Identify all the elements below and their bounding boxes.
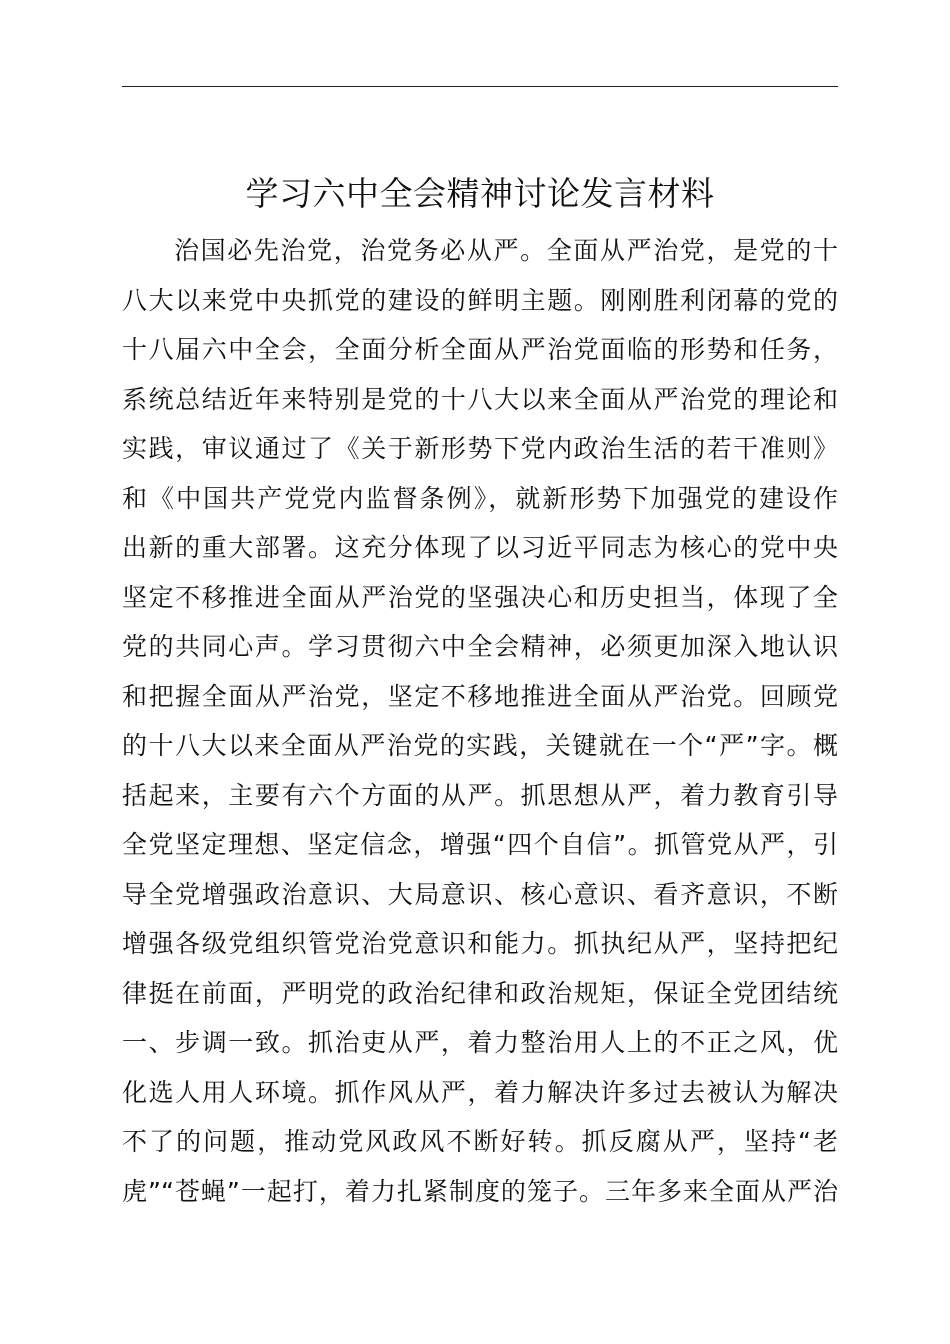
body-line: 坚定不移推进全面从严治党的坚强决心和历史担当，体现了全 <box>122 582 838 612</box>
body-line: 一、步调一致。抓治吏从严，着力整治用人上的不正之风，优 <box>122 1028 838 1057</box>
header-rule <box>122 86 838 87</box>
body-line: 十八届六中全会，全面分析全面从严治党面临的形势和任务， <box>122 335 838 364</box>
body-line: 化选人用人环境。抓作风从严，着力解决许多过去被认为解决 <box>122 1077 838 1107</box>
body-line: 实践，审议通过了《关于新形势下党内政治生活的若干准则》 <box>122 434 838 463</box>
body-line: 虎”“苍蝇”一起打，着力扎紧制度的笼子。三年多来全面从严治 <box>122 1176 838 1206</box>
body-line: 出新的重大部署。这充分体现了以习近平同志为核心的党中央 <box>122 533 838 562</box>
body-line: 系统总结近年来特别是党的十八大以来全面从严治党的理论和 <box>122 384 838 414</box>
body-line: 治国必先治党，治党务必从严。全面从严治党，是党的十 <box>174 236 838 265</box>
document-body <box>122 226 838 1216</box>
body-line: 党的共同心声。学习贯彻六中全会精神，必须更加深入地认识 <box>122 632 838 661</box>
body-line: 和《中国共产党党内监督条例》，就新形势下加强党的建设作 <box>122 483 838 513</box>
body-line: 律挺在前面，严明党的政治纪律和政治规矩，保证全党团结统 <box>122 978 838 1008</box>
body-line: 增强各级党组织管党治党意识和能力。抓执纪从严，坚持把纪 <box>122 929 838 958</box>
document-title: 学习六中全会精神讨论发言材料 <box>245 174 715 214</box>
body-line: 全党坚定理想、坚定信念，增强“四个自信”。抓管党从严，引 <box>122 830 838 859</box>
body-line: 和把握全面从严治党，坚定不移地推进全面从严治党。回顾党 <box>122 681 838 711</box>
body-line: 导全党增强政治意识、大局意识、核心意识、看齐意识，不断 <box>122 879 838 909</box>
body-line: 的十八大以来全面从严治党的实践，关键就在一个“严”字。概 <box>122 731 838 760</box>
body-line: 括起来，主要有六个方面的从严。抓思想从严，着力教育引导 <box>122 780 838 810</box>
body-line: 不了的问题，推动党风政风不断好转。抓反腐从严，坚持“老 <box>122 1127 838 1156</box>
body-line: 八大以来党中央抓党的建设的鲜明主题。刚刚胜利闭幕的党的 <box>122 285 838 315</box>
